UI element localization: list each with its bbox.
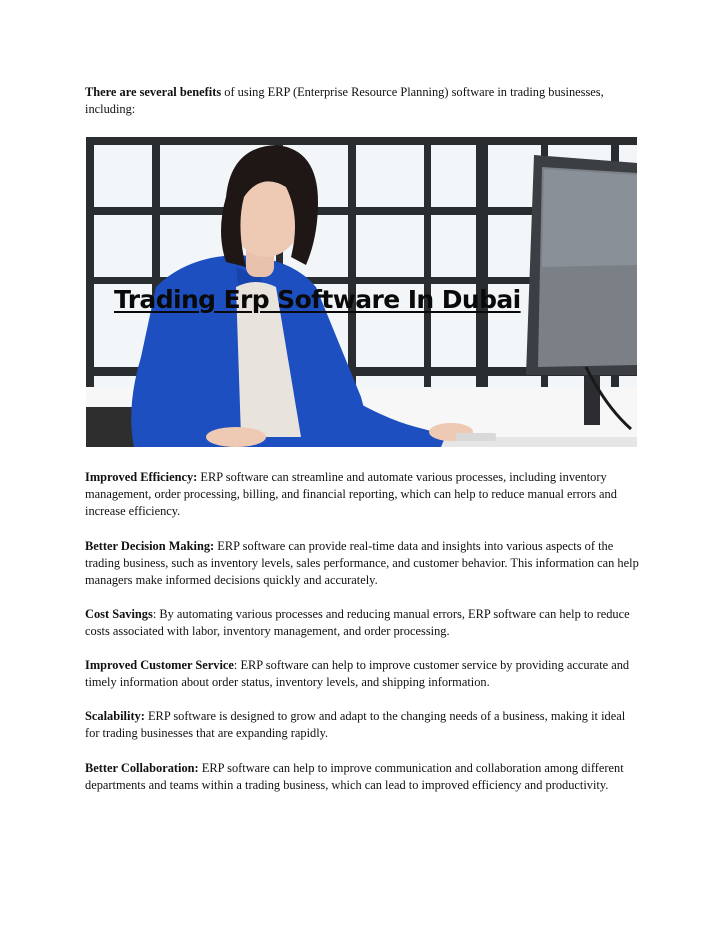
benefit-better-collaboration bbox=[85, 760, 640, 794]
benefit-text: ERP software can provide real-time data and insights into various aspects of the trading business, such as inventory levels, sales performance, and customer behavior. This information can help managers make informed decisions quickly and accurately. bbox=[85, 539, 639, 588]
hero-overlay-title: Trading Erp Software In Dubai bbox=[114, 285, 521, 314]
benefit-title: Scalability: bbox=[85, 709, 145, 723]
benefit-title: Improved Efficiency: bbox=[85, 470, 198, 484]
benefit-title: Cost Savings bbox=[85, 607, 153, 621]
benefit-improved-customer-service bbox=[85, 657, 640, 691]
benefit-title: Better Collaboration: bbox=[85, 761, 199, 775]
benefit-text: : ERP software can help to improve customer service by providing accurate and timely information about order status, inventory levels, and shipping information. bbox=[85, 658, 630, 690]
intro-paragraph bbox=[85, 84, 640, 118]
intro-bold-lead: There are several benefits bbox=[85, 85, 222, 99]
hero-image bbox=[86, 137, 637, 447]
benefit-text: ERP software is designed to grow and adapt to the changing needs of a business, making it ideal for trading businesses that are expanding rapidly. bbox=[85, 709, 626, 741]
intro-text: of using ERP (Enterprise Resource Planning) software in trading businesses, including: bbox=[85, 85, 604, 117]
benefit-better-decision-making bbox=[85, 538, 640, 590]
benefit-scalability bbox=[85, 708, 640, 742]
benefit-text: ERP software can streamline and automate various processes, including inventory management, order processing, billing, and financial reporting, which can help to reduce manual errors and increase efficiency. bbox=[85, 470, 617, 519]
benefit-improved-efficiency bbox=[85, 469, 640, 521]
benefit-title: Better Decision Making: bbox=[85, 539, 215, 553]
benefit-title: Improved Customer Service bbox=[85, 658, 234, 672]
benefit-cost-savings bbox=[85, 606, 640, 640]
benefit-text: ERP software can help to improve communication and collaboration among different departments and teams within a trading business, which can lead to improved efficiency and productivity. bbox=[85, 761, 624, 793]
benefit-text: : By automating various processes and reducing manual errors, ERP software can help to reduce costs associated with labor, inventory management, and order processing. bbox=[85, 607, 630, 639]
